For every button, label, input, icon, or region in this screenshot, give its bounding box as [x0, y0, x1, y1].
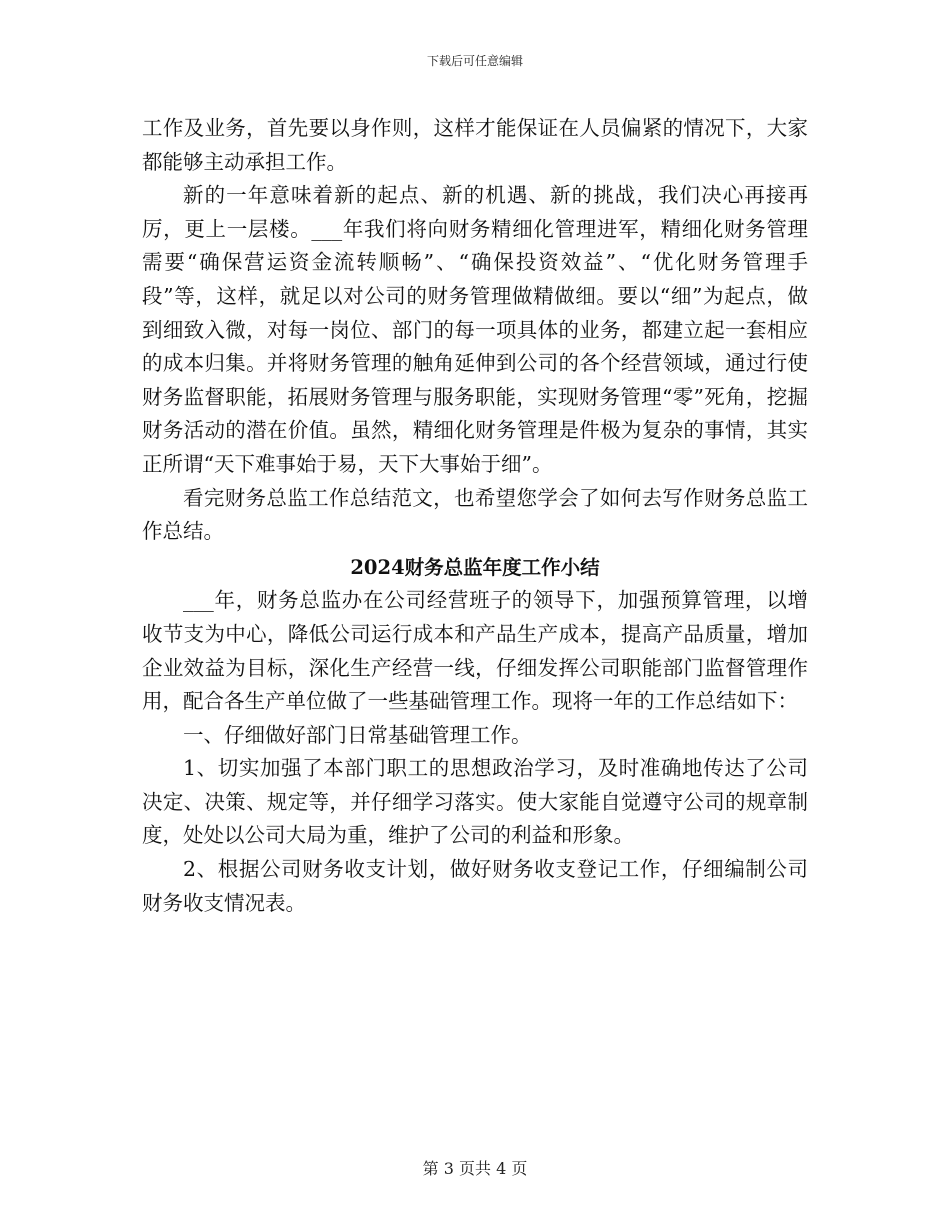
section-title: 2024财务总监年度工作小结	[350, 555, 600, 579]
paragraph-heading-one: 一、仔细做好部门日常基础管理工作。	[183, 722, 532, 747]
paragraph-item-2: 2、根据公司财务收支计划，做好财务收支登记工作，仔细编制公司财务收支情况表。	[142, 857, 808, 915]
page-footer: 第 3 页共 4 页	[422, 1159, 528, 1178]
paragraph-item-1: 1、切实加强了本部门职工的思想政治学习，及时准确地传达了公司决定、决策、规定等，并仔细学习落实。使大家能自觉遵守公司的规章制度，处处以公司大局为重，维护了公司的利益和形象。	[142, 756, 808, 848]
paragraph-new-year: 新的一年意味着新的起点、新的机遇、新的挑战，我们决心再接再厉，更上一层楼。___年我们将向财务精细化管理进军，精细化财务管理需要“确保营运资金流转顺畅”、“确保投资效益”、“优化财务管理手段”等，这样，就足以对公司的财务管理做精做细。要以“细”为起点，做到细致入微，对每一岗位、部门的每一项具体的业务，都建立起一套相应的成本归集。并将财务管理的触角延伸到公司的各个经营领域，通过行使财务监督职能，拓展财务管理与服务职能，实现财务管理“零”死角，挖掘财务活动的潜在价值。虽然，精细化财务管理是件极为复杂的事情，其实正所谓“天下难事始于易，天下大事始于细”。	[142, 183, 808, 476]
paragraph-intro: ___年，财务总监办在公司经营班子的领导下，加强预算管理，以增收节支为中心，降低公司运行成本和产品生产成本，提高产品质量，增加企业效益为目标，深化生产经营一线，仔细发挥公司职能部门监督管理作用，配合各生产单位做了一些基础管理工作。现将一年的工作总结如下：	[142, 588, 808, 714]
document-body	[142, 112, 808, 920]
page-header: 下载后可任意编辑	[426, 54, 523, 68]
paragraph-continuation: 工作及业务，首先要以身作则，这样才能保证在人员偏紧的情况下，大家都能够主动承担工作。	[142, 116, 808, 174]
paragraph-closing: 看完财务总监工作总结范文，也希望您学会了如何去写作财务总监工作总结。	[142, 485, 808, 544]
